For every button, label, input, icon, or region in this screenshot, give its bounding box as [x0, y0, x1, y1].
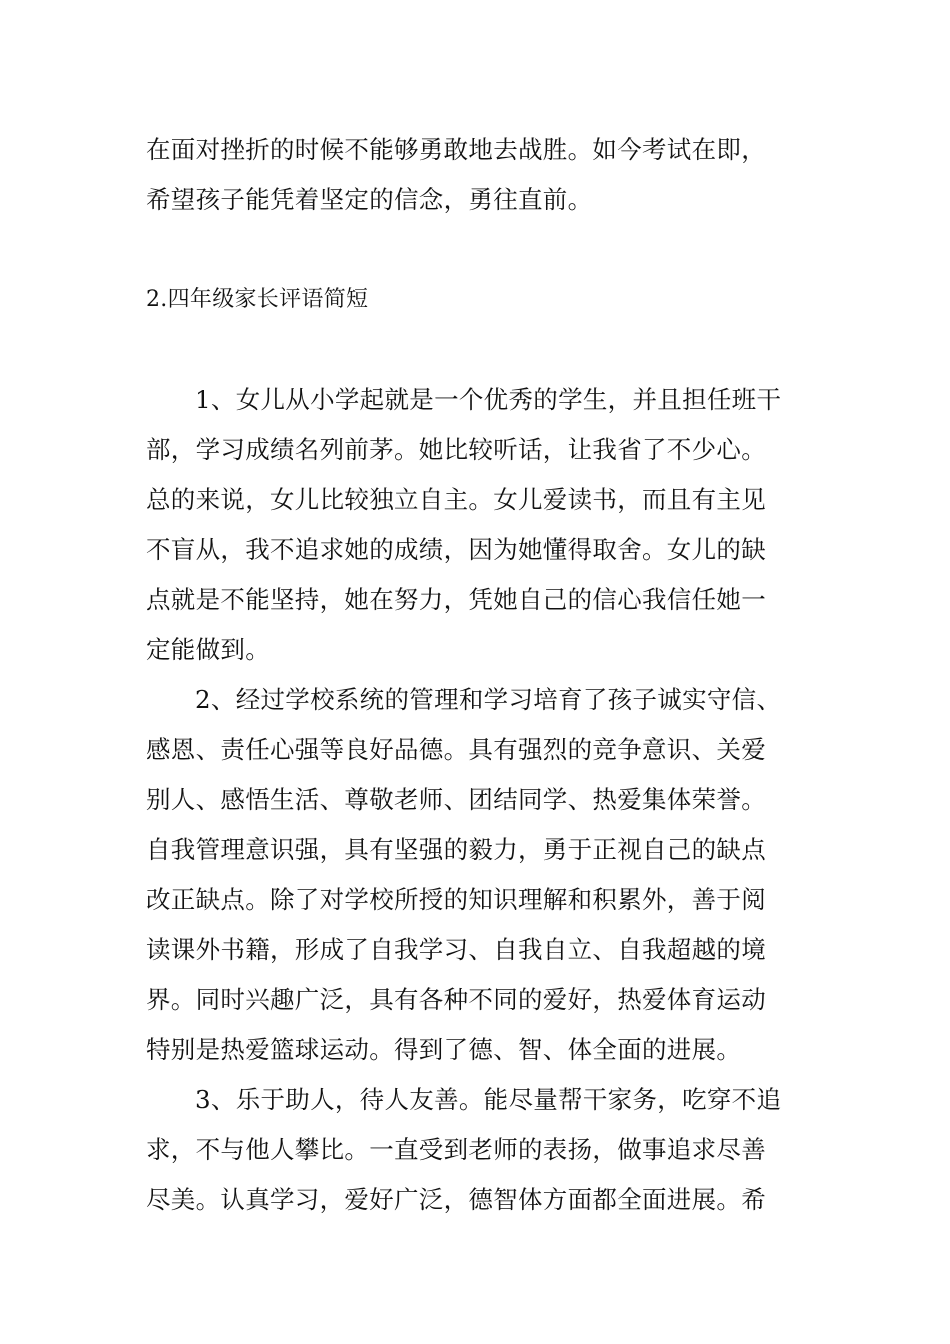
- text-line: 界。同时兴趣广泛，具有各种不同的爱好，热爱体育运动: [146, 985, 766, 1014]
- text-line: 在面对挫折的时候不能够勇敢地去战胜。如今考试在即，: [146, 135, 766, 164]
- paragraph-first-line: 3、乐于助人，待人友善。能尽量帮干家务，吃穿不追: [195, 1085, 782, 1114]
- text-line: 点就是不能坚持，她在努力，凭她自己的信心我信任她一: [146, 585, 766, 614]
- section-heading: 2.四年级家长评语简短: [146, 287, 369, 312]
- text-line: 特别是热爱篮球运动。得到了德、智、体全面的进展。: [146, 1035, 742, 1064]
- text-line: 感恩、责任心强等良好品德。具有强烈的竞争意识、关爱: [146, 735, 766, 764]
- text-line: 求，不与他人攀比。一直受到老师的表扬，做事追求尽善: [146, 1135, 766, 1164]
- text-line: 读课外书籍，形成了自我学习、自我自立、自我超越的境: [146, 935, 766, 964]
- text-line: 希望孩子能凭着坚定的信念，勇往直前。: [146, 185, 593, 214]
- text-line: 改正缺点。除了对学校所授的知识理解和积累外，善于阅: [146, 885, 766, 914]
- text-line: 定能做到。: [146, 635, 270, 664]
- text-line: 尽美。认真学习，爱好广泛，德智体方面都全面进展。希: [146, 1185, 766, 1214]
- text-line: 自我管理意识强，具有坚强的毅力，勇于正视自己的缺点: [146, 835, 766, 864]
- text-line: 部，学习成绩名列前茅。她比较听话，让我省了不少心。: [146, 435, 766, 464]
- text-line: 总的来说，女儿比较独立自主。女儿爱读书，而且有主见: [146, 485, 766, 514]
- text-line: 不盲从，我不追求她的成绩，因为她懂得取舍。女儿的缺: [146, 535, 766, 564]
- text-line: 别人、感悟生活、尊敬老师、团结同学、热爱集体荣誉。: [146, 785, 766, 814]
- paragraph-first-line: 2、经过学校系统的管理和学习培育了孩子诚实守信、: [195, 685, 782, 714]
- paragraph-first-line: 1、女儿从小学起就是一个优秀的学生，并且担任班干: [195, 385, 782, 414]
